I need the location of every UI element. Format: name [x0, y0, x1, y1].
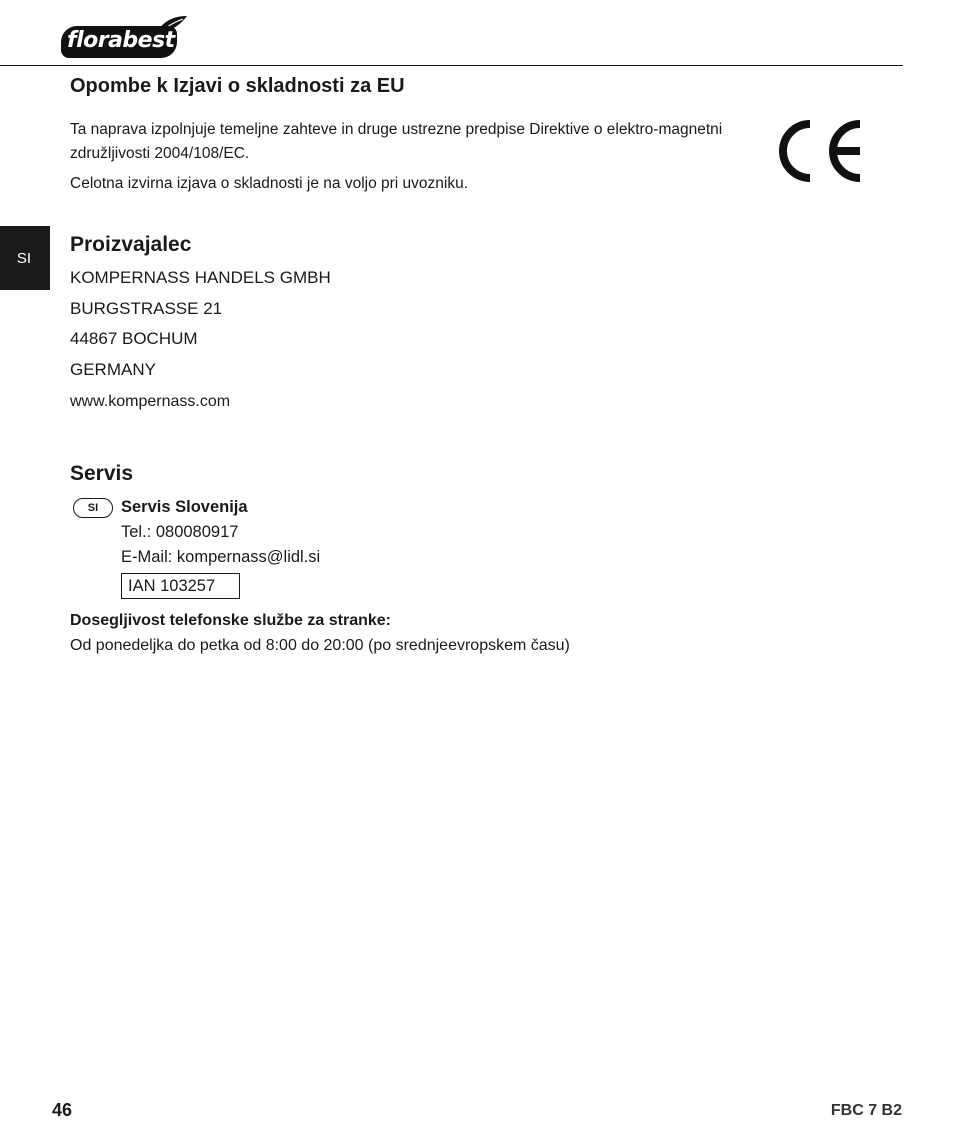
service-heading: Servis	[70, 462, 134, 485]
conformity-paragraph-2: Celotna izvirna izjava o skladnosti je na voljo pri uvozniku.	[70, 175, 469, 192]
logo-text: florabest	[67, 28, 175, 53]
model-number: FBC 7 B2	[830, 1102, 902, 1119]
service-name: Servis Slovenija	[121, 498, 248, 516]
service-email[interactable]: E-Mail: kompernass@lidl.si	[121, 548, 321, 566]
manufacturer-heading: Proizvajalec	[70, 233, 192, 256]
manufacturer-website[interactable]: www.kompernass.com	[70, 393, 231, 410]
ian-number-box: IAN 103257	[121, 573, 240, 599]
header-divider	[0, 65, 903, 66]
manufacturer-street: BURGSTRASSE 21	[70, 299, 223, 318]
conformity-paragraph-1: Ta naprava izpolnjuje temeljne zahteve in druge ustrezne predpise Direktive o elektro-magnetni združljivosti 2004/108/EC.	[70, 121, 723, 162]
service-phone: Tel.: 080080917	[121, 523, 239, 541]
country-badge: SI	[73, 498, 113, 518]
manufacturer-city: 44867 BOCHUM	[70, 329, 198, 348]
language-tab	[0, 226, 50, 290]
language-tab-label: SI	[16, 249, 32, 267]
ce-mark-icon	[774, 118, 870, 184]
page-number: 46	[52, 1100, 73, 1120]
brand-logo	[61, 14, 179, 60]
availability-heading: Dosegljivost telefonske službe za stranke:	[70, 612, 391, 629]
manufacturer-country: GERMANY	[70, 360, 156, 379]
availability-text: Od ponedeljka do petka od 8:00 do 20:00 (po srednjeevropskem času)	[70, 637, 570, 654]
manufacturer-company: KOMPERNASS HANDELS GMBH	[70, 268, 331, 287]
conformity-heading: Opombe k Izjavi o skladnosti za EU	[70, 75, 405, 97]
